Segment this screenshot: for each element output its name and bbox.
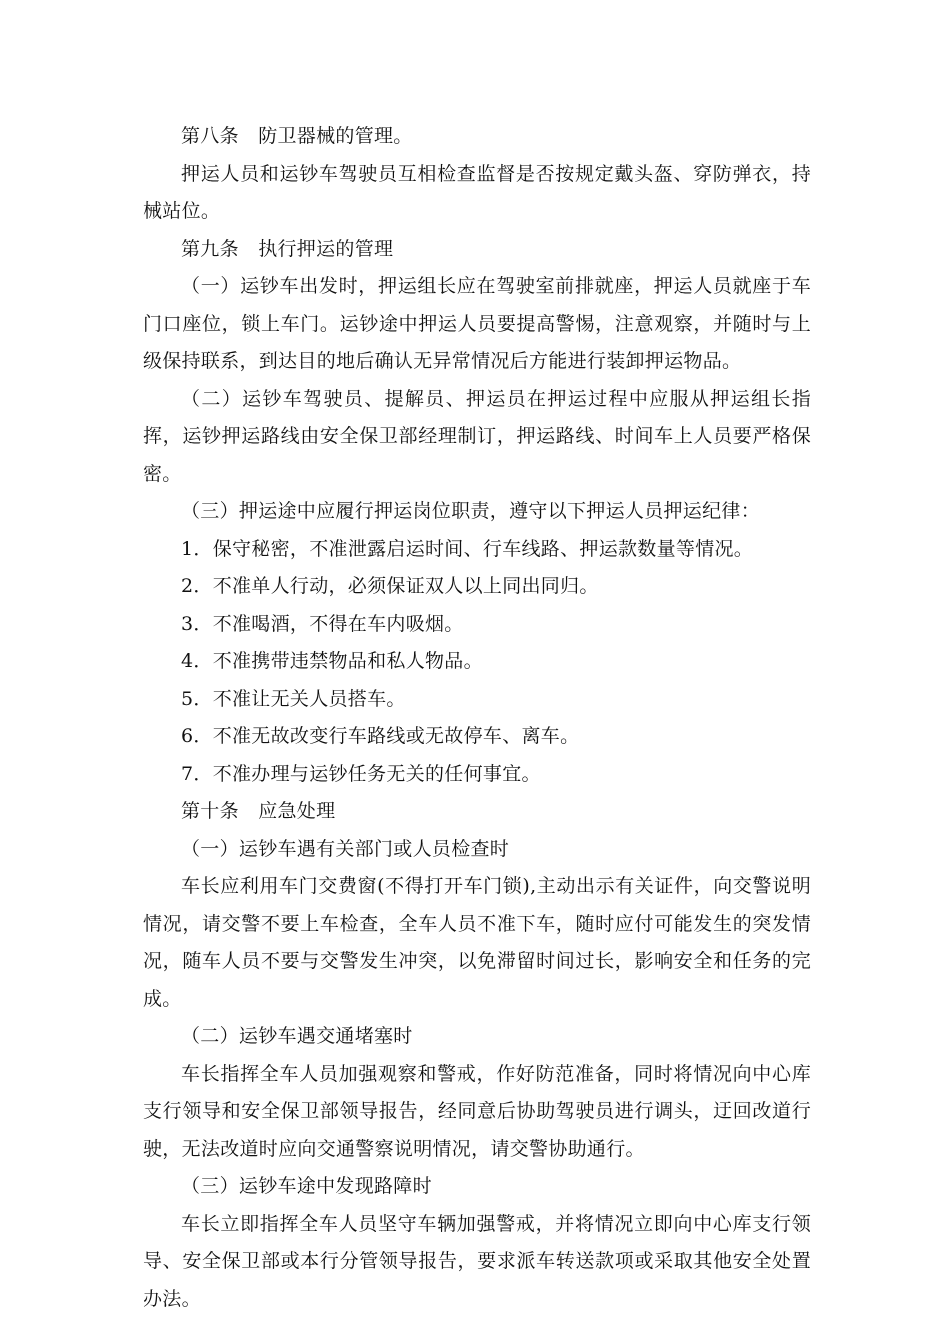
article-9-item-1: （一）运钞车出发时，押运组长应在驾驶室前排就座，押运人员就座于车门口座位，锁上车门。运钞途中押运人员要提高警惕，注意观察，并随时与上级保持联系，到达目的地后确认无异常情况后方能进行装卸押运物品。 <box>143 275 811 372</box>
rule-6: 6．不准无故改变行车路线或无故停车、离车。 <box>181 725 580 747</box>
rule-4: 4．不准携带违禁物品和私人物品。 <box>181 650 483 672</box>
rule-5: 5．不准让无关人员搭车。 <box>181 687 406 710</box>
article-10-item-1-title: （一）运钞车遇有关部门或人员检查时 <box>181 837 510 860</box>
article-9-title: 第九条 执行押运的管理 <box>181 237 394 260</box>
rule-2: 2．不准单人行动，必须保证双人以上同出同归。 <box>181 575 599 597</box>
rule-3: 3．不准喝酒，不得在车内吸烟。 <box>181 612 464 635</box>
article-10-item-3-body: 车长立即指挥全车人员坚守车辆加强警戒，并将情况立即向中心库支行领导、安全保卫部或本行分管领导报告，要求派车转送款项或采取其他安全处置办法。 <box>143 1212 811 1310</box>
article-10-item-1-body: 车长应利用车门交费窗(不得打开车门锁),主动出示有关证件，向交警说明情况，请交警不要上车检查，全车人员不准下车，随时应付可能发生的突发情况，随车人员不要与交警发生冲突，以免滞留时间过长，影响安全和任务的完成。 <box>143 875 811 1010</box>
article-9-item-3: （三）押运途中应履行押运岗位职责，遵守以下押运人员押运纪律： <box>181 500 761 522</box>
article-10-item-2-title: （二）运钞车遇交通堵塞时 <box>181 1025 413 1047</box>
article-8-title: 第八条 防卫器械的管理。 <box>181 125 413 147</box>
document-body <box>143 118 811 1318</box>
article-10-title: 第十条 应急处理 <box>181 800 336 822</box>
rule-1: 1．保守秘密，不准泄露启运时间、行车线路、押运款数量等情况。 <box>181 537 754 560</box>
article-10-item-2-body: 车长指挥全车人员加强观察和警戒，作好防范准备，同时将情况向中心库支行领导和安全保卫部领导报告，经同意后协助驾驶员进行调头，迂回改道行驶，无法改道时应向交通警察说明情况，请交警协助通行。 <box>143 1062 811 1160</box>
article-9-item-2: （二）运钞车驾驶员、提解员、押运员在押运过程中应服从押运组长指挥，运钞押运路线由安全保卫部经理制订，押运路线、时间车上人员要严格保密。 <box>143 387 811 485</box>
article-8-body: 押运人员和运钞车驾驶员互相检查监督是否按规定戴头盔、穿防弹衣，持械站位。 <box>143 162 811 222</box>
article-10-item-3-title: （三）运钞车途中发现路障时 <box>181 1175 432 1197</box>
rule-7: 7．不准办理与运钞任务无关的任何事宜。 <box>181 762 541 785</box>
